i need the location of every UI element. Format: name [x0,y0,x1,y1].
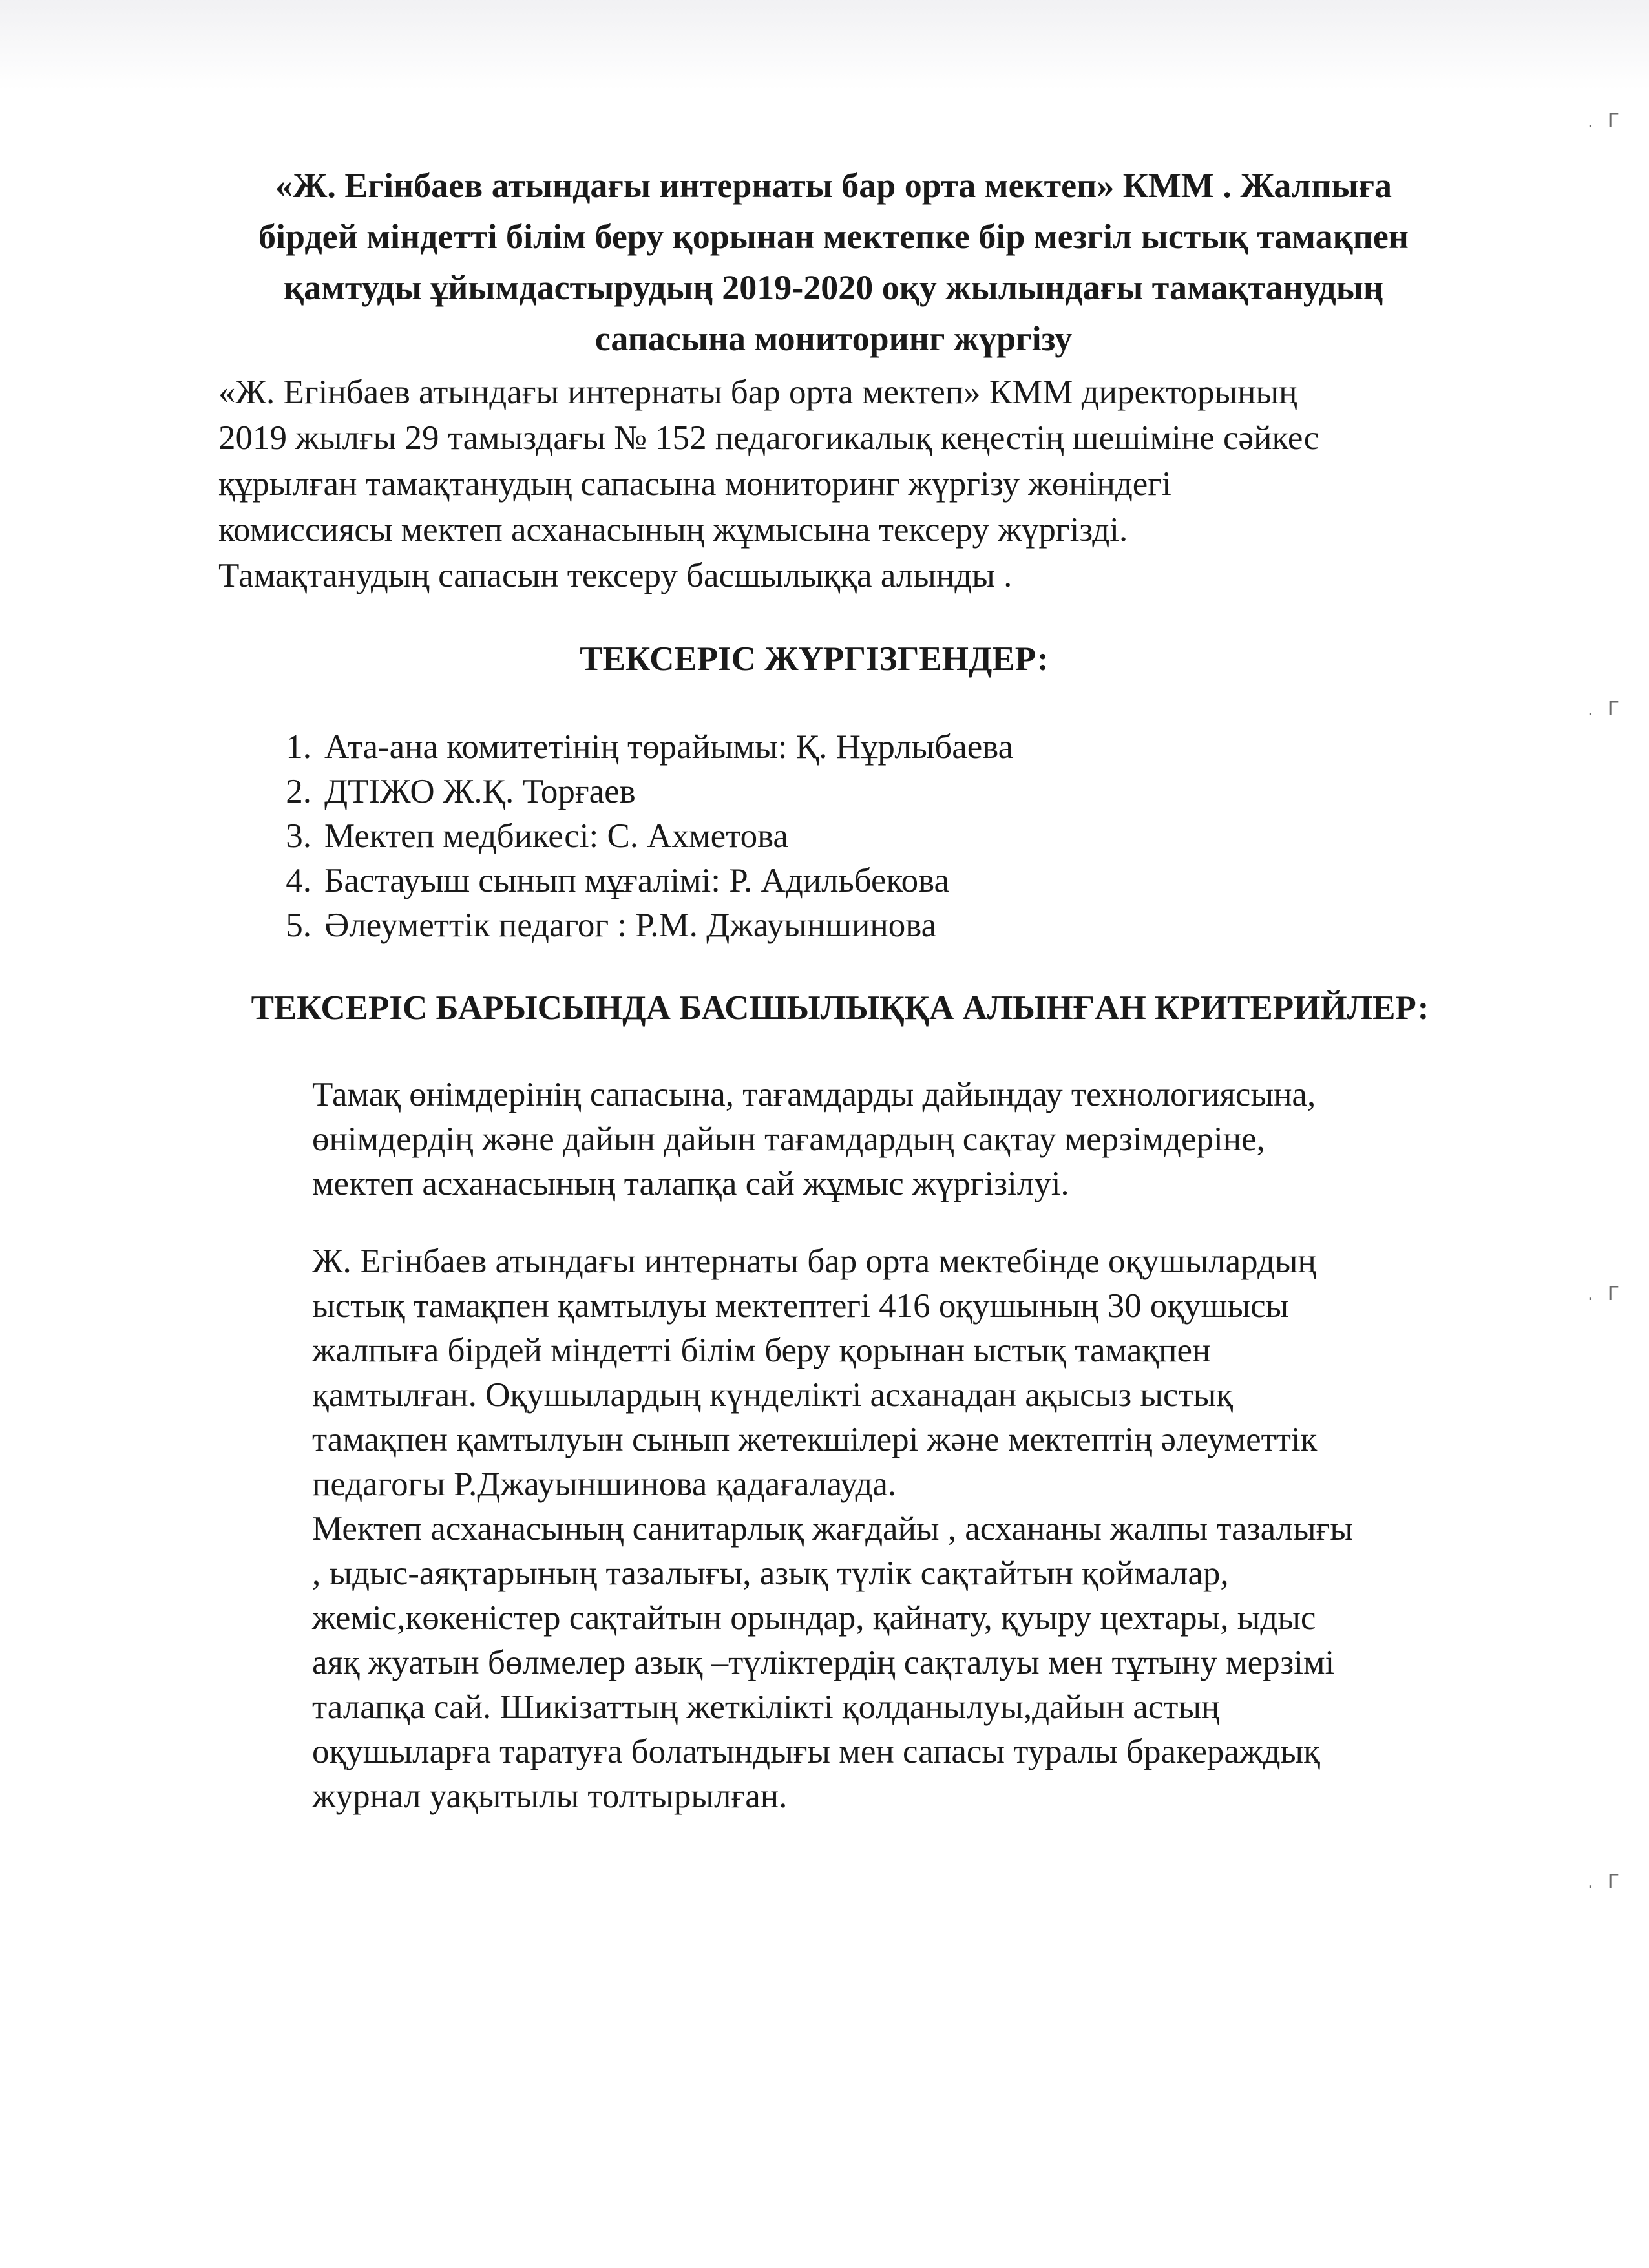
inspectors-list [258,725,1013,948]
coverage-line: тамақпен қамтылуын сынып жетекшілері және мектептің әлеуметтік [312,1421,1318,1458]
criteria-heading: ТЕКСЕРІС БАРЫСЫНДА БАСШЫЛЫҚҚА АЛЫНҒАН КРИТЕРИЙЛЕР: [251,989,1429,1027]
item-text: ДТІЖО Ж.Қ. Торғаев [324,773,636,810]
canteen-line: талапқа сай. Шикізаттың жеткілікті қолданылуы,дайын астың [312,1688,1220,1726]
item-text: Мектеп медбикесі: С. Ахметова [324,817,788,855]
intro-line: Тамақтанудың сапасын тексеру басшылыққа алынды . [218,557,1013,594]
canteen-line: жеміс,көкеністер сақтайтын орындар, қайнату, қуыру цехтары, ыдыс [312,1599,1316,1637]
scan-shadow [0,0,1649,90]
inspectors-heading: ТЕКСЕРІС ЖҮРГІЗГЕНДЕР: [580,640,1049,678]
title-line: сапасына мониторинг жүргізу [594,319,1073,358]
criteria-line: Тамақ өнімдерінің сапасына, тағамдарды дайындау технологиясына, [312,1076,1316,1113]
coverage-line: педагогы Р.Джауыншинова қадағалауда. [312,1465,897,1503]
item-number: 3. [286,817,311,855]
intro-line: 2019 жылғы 29 тамыздағы № 152 педагогикалық кеңестің шешіміне сәйкес [218,419,1319,457]
canteen-line: , ыдыс-аяқтарының тазалығы, азық түлік сақтайтын қоймалар, [312,1555,1229,1592]
title-line: «Ж. Егінбаев атындағы интернаты бар орта мектеп» КММ . Жалпыға [275,166,1392,205]
item-number: 5. [286,907,311,944]
item-text: Әлеуметтік педагог : Р.М. Джауыншинова [324,907,937,944]
intro-paragraph [218,370,1319,599]
inspector-item [258,814,1013,859]
intro-line: құрылған тамақтанудың сапасына мониторинг жүргізу жөніндегі [218,465,1171,503]
coverage-line: қамтылған. Оқушылардың күнделікті асханадан ақысыз ыстық [312,1376,1234,1414]
coverage-line: жалпыға бірдей міндетті білім беру қорынан ыстық тамақпен [312,1332,1211,1369]
coverage-paragraph [312,1239,1317,1507]
canteen-paragraph [312,1507,1353,1819]
inspector-item [258,903,1013,948]
item-text: Ата-ана комитетінің төрайымы: Қ. Нұрлыбаева [324,728,1014,766]
binding-hole-mark: . Г [1587,1871,1623,1893]
inspector-item [258,859,1013,903]
criteria-line: өнімдердің және дайын дайын тағамдардың сақтау мерзімдеріне, [312,1120,1265,1158]
canteen-line: оқушыларға таратуға болатындығы мен сапасы туралы бракераждық [312,1733,1320,1770]
inspector-item [258,725,1013,770]
coverage-line: ыстық тамақпен қамтылуы мектептегі 416 оқушының 30 оқушысы [312,1287,1289,1325]
title-line: қамтуды ұйымдастырудың 2019-2020 оқу жылындағы тамақтанудың [283,268,1383,307]
coverage-line: Ж. Егінбаев атындағы интернаты бар орта мектебінде оқушылардың [312,1243,1316,1280]
intro-line: «Ж. Егінбаев атындағы интернаты бар орта мектеп» КММ директорының [218,373,1297,411]
binding-hole-mark: . Г [1587,1283,1623,1305]
item-text: Бастауыш сынып мұғалімі: Р. Адильбекова [324,862,949,899]
binding-hole-mark: . Г [1587,698,1623,720]
title-line: бірдей міндетті білім беру қорынан мектепке бір мезгіл ыстық тамақпен [258,217,1409,256]
criteria-paragraph [312,1073,1316,1206]
inspector-item [258,770,1013,814]
criteria-line: мектеп асханасының талапқа сай жұмыс жүргізілуі. [312,1165,1069,1202]
item-number: 2. [286,773,311,810]
canteen-line: Мектеп асханасының санитарлық жағдайы , асхананы жалпы тазалығы [312,1510,1354,1548]
item-number: 4. [286,862,311,899]
intro-line: комиссиясы мектеп асханасының жұмысына тексеру жүргізді. [218,511,1128,549]
canteen-line: аяқ жуатын бөлмелер азық –түліктердің сақталуы мен тұтыну мерзімі [312,1644,1335,1681]
canteen-line: журнал уақытылы толтырылған. [312,1778,788,1815]
binding-hole-mark: . Г [1587,110,1623,132]
document-title [194,160,1473,364]
item-number: 1. [286,728,311,766]
